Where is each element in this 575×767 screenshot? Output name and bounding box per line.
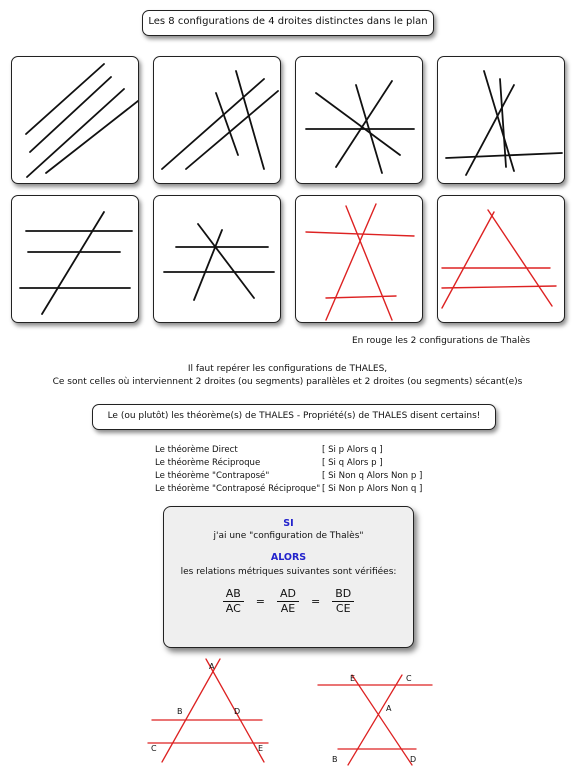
point-label-d: D (410, 755, 417, 764)
config-tile-5 (11, 195, 139, 323)
intro-line-1: Il faut repérer les configurations de THALES, (187, 364, 388, 374)
config-tile-2 (153, 56, 281, 184)
point-label-b: B (177, 707, 183, 716)
thales-config-caption: En rouge les 2 configurations de Thalès (352, 336, 531, 346)
config-tile-7-thales (295, 195, 423, 323)
config-tile-4 (437, 56, 565, 184)
theorem-rule: [ Si p Alors q ] (322, 445, 383, 455)
si-text: j'ai une "configuration de Thalès" (213, 531, 364, 541)
ratio-ab-ac (223, 587, 244, 616)
theorem-rule: [ Si Non p Alors Non q ] (322, 484, 423, 494)
si-keyword: SI (283, 518, 294, 529)
theorem-row (155, 457, 422, 470)
thales-figure-butterfly (312, 665, 442, 767)
ratio-numerator: AD (277, 587, 299, 602)
ratio-denominator: CE (335, 602, 351, 615)
theorem-rule: [ Si q Alors p ] (322, 458, 383, 468)
point-label-c: C (406, 674, 412, 683)
point-label-b: B (332, 755, 338, 764)
config-tile-6 (153, 195, 281, 323)
point-label-e: E (350, 674, 356, 683)
theorem-row (155, 444, 422, 457)
theorems-list (155, 444, 422, 496)
theorem-rule: [ Si Non q Alors Non p ] (322, 471, 423, 481)
subtitle: Le (ou plutôt) les théorème(s) de THALES - Propriété(s) de THALES disent certains! (107, 411, 481, 421)
theorem-name: Le théorème "Contraposé" (155, 471, 270, 481)
page-title-box (142, 10, 434, 36)
alors-keyword: ALORS (270, 552, 307, 563)
thales-figure-triangle (140, 655, 280, 767)
page-title: Les 8 configurations de 4 droites distinctes dans le plan (148, 16, 428, 27)
theorem-name: Le théorème "Contraposé Réciproque" (155, 484, 321, 494)
ratio-bd-ce (332, 587, 354, 616)
point-label-d: D (234, 707, 241, 716)
point-label-e: E (258, 744, 264, 753)
config-tile-8-thales (437, 195, 565, 323)
ratio-numerator: BD (332, 587, 354, 602)
thales-ratios (164, 587, 413, 616)
point-label-a: A (209, 662, 215, 671)
config-tile-3 (295, 56, 423, 184)
thales-statement-box (163, 506, 414, 648)
theorem-name: Le théorème Réciproque (155, 458, 261, 468)
alors-text: les relations métriques suivantes sont vérifiées: (180, 567, 397, 577)
theorem-row (155, 470, 422, 483)
config-tile-1 (11, 56, 139, 184)
ratio-denominator: AC (225, 602, 241, 615)
ratio-denominator: AE (280, 602, 296, 615)
subtitle-box (92, 404, 496, 430)
theorem-row (155, 483, 422, 496)
point-label-c: C (151, 744, 157, 753)
intro-line-2: Ce sont celles où interviennent 2 droites (ou segments) parallèles et 2 droites (ou segments) sécant(e)s (52, 377, 523, 387)
theorem-name: Le théorème Direct (155, 445, 238, 455)
equals-sign: = (255, 595, 266, 608)
ratio-numerator: AB (223, 587, 244, 602)
equals-sign: = (311, 595, 321, 608)
ratio-ad-ae (277, 587, 299, 616)
point-label-a: A (386, 704, 392, 713)
